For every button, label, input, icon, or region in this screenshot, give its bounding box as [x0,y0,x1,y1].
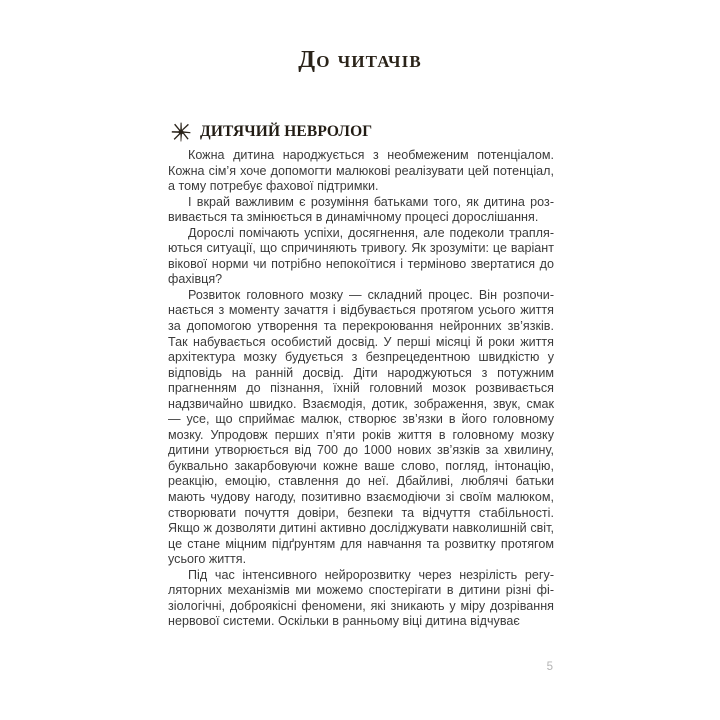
paragraph: Розвиток головного мозку — складний процес. Він розпочинається з моменту зачаття і відбувається протягом усього життя за допомогою утворення та перекроювання нейронних зв’язків. Так набувається особистий досвід. У перші місяці й роки життя архітектура мозку будується з безпрецедентною швидкістю у відповідь на ранній досвід. Діти народжуються з потужним прагненням до пізнання, їхній головний мозок розвивається надзвичайно швидко. Взаємодія, дотик, зображення, звук, смак — усе, що сприймає малюк, створює зв’язки в його головному мозку. Упродовж перших п’яти років життя в головному мозку дитини утворюється від 700 до 1000 нових зв’язків за хвилину, буквально закарбовуючи кожне ваше слово, погляд, інтонацію, реакцію, емоцію, ставлення до неї. Дбайливі, люблячі батьки мають чудову нагоду, позитивно взаємодіючи зі своїм малюком, створювати почуття довіри, безпеки та відчуття стабільності. Якщо ж дозволяти дитині активно досліджувати навколишній світ, це стане міцним підґрунтям для навчання та розвитку протягом усього життя. [168,287,554,567]
section-heading-label: ДИТЯЧИЙ НЕВРОЛОГ [200,123,373,140]
paragraph: Дорослі помічають успіхи, досягнення, але подеколи трапляються ситуації, що спричиняють тривогу. Як зрозуміти: це варіант вікової норми чи потрібно непокоїтися і терміново звертатися до фахівця? [168,225,554,287]
paragraph: Кожна дитина народжується з необмеженим потенціалом. Кожна сім’я хоче допомогти малюкові реалізувати цей потенціал, а тому потребує фахової підтримки. [168,148,554,194]
page-title: До читачів [298,46,422,73]
starburst-icon [171,122,191,142]
paragraph: Під час інтенсивного нейророзвитку через незрілість регуляторних механізмів ми можемо спостерігати в дитини різні фізіологічні, доброякісні феномени, які зникають у міру дозрівання нервової системи. Оскільки в ранньому віці дитина відчуває [168,567,554,629]
section-heading-row [171,120,554,144]
paragraph: І вкрай важливим є розуміння батьками того, як дитина розвивається та змінюється в динамічному процесі дорослішання. [168,194,554,225]
body-text [168,148,554,630]
text-column [168,120,554,630]
page-number: 5 [546,661,553,673]
